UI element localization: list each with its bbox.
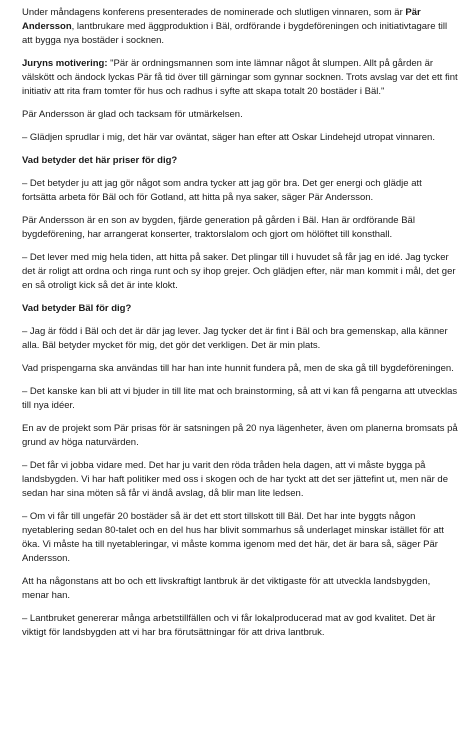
section-heading: Vad betyder det här priser för dig?: [22, 155, 178, 166]
paragraph: – Om vi får till ungefär 20 bostäder så är det ett stort tillskott till Bäl. Det har inte byggts någon nyetablering sedan 80-talet och en del hus har blivit sommarhus så underlaget minskar istället för att öka. Vi måste ha till nyetableringar, vi måste komma igenom med det här, det är bara så, säger Pär Andersson.: [22, 511, 444, 564]
paragraph: Att ha någonstans att bo och ett livskraftigt lantbruk är det viktigaste för att utveckla landsbygden, menar han.: [22, 576, 431, 601]
intro-paragraph: [22, 6, 458, 48]
winner-name: Pär Andersson: [22, 7, 421, 32]
paragraph: En av de projekt som Pär prisas för är satsningen på 20 nya lägenheter, även om planerna bromsats på grund av höga naturvärden.: [22, 423, 458, 448]
paragraph: Pär Andersson är en son av bygden, fjärde generation på gården i Bäl. Han är ordförande Bäl bygdeförening, har arrangerat konserter, traktorslalom och gjort om hölöftet till konsthall.: [22, 215, 415, 240]
paragraph: – Det betyder ju att jag gör något som andra tycker att jag gör bra. Det ger energi och glädje att fortsätta arbeta för Bäl och för Gotland, att hitta på nya saker, säger Pär Andersson.: [22, 178, 422, 203]
motivation-paragraph: [22, 57, 458, 99]
motivation-text: "Pär är ordningsmannen som inte lämnar något åt slumpen. Allt på gården är välskött och ändock lyckas Pär få tid över till gärningar som gynnar socknen. Trots avslag var det ett fint initiativ att rita fram tomter för hus och radhus i syfte att skapa totalt 20 bostäder i Bäl.": [22, 58, 458, 97]
paragraph: Vad prispengarna ska användas till har han inte hunnit fundera på, men de ska gå till bygdeföreningen.: [22, 363, 454, 374]
paragraph: – Glädjen sprudlar i mig, det här var oväntat, säger han efter att Oskar Lindehejd utropat vinnaren.: [22, 132, 435, 143]
document-body: [22, 6, 458, 649]
paragraph: – Jag är född i Bäl och det är där jag lever. Jag tycker det är fint i Bäl och bra gemenskap, alla känner alla. Bäl betyder mycket för mig, det gör det verkligen. Det är min plats.: [22, 326, 448, 351]
section-heading: Vad betyder Bäl för dig?: [22, 303, 132, 314]
intro-lead: Under måndagens konferens presenterades de nominerade och slutligen vinnaren, som är: [22, 7, 406, 18]
paragraph: – Det lever med mig hela tiden, att hitta på saker. Det plingar till i huvudet så får jag en idé. Jag tycker det är roligt att ordna och ringa runt och sy ihop grejer. Och glädjen efter, när man kommit i mål, det ger en så otroligt kick så det är inte klokt.: [22, 252, 456, 291]
intro-rest: , lantbrukare med äggproduktion i Bäl, ordförande i bygdeföreningen och initiativtagare till att bygga nya bostäder i socknen.: [22, 21, 448, 46]
paragraph: – Det kanske kan bli att vi bjuder in till lite mat och brainstorming, så att vi kan få pengarna att utvecklas till nya idéer.: [22, 386, 458, 411]
paragraph[interactable]: – Det får vi jobba vidare med. Det har ju varit den röda tråden hela dagen, att vi måste bygga på landsbygden. Vi har haft politiker med oss i skogen och de har tyckt att det ser jättefint ut, men när de sedan har sina möten så får vi ändå avslag, då blir man lite ledsen.: [22, 460, 448, 499]
paragraph: – Lantbruket genererar många arbetstillfällen och vi får lokalproducerad mat av god kvalitet. Det är viktigt för landsbygden att vi har bra förutsättningar för att driva lantbruk.: [22, 613, 436, 638]
motivation-label: Juryns motivering:: [22, 58, 108, 69]
paragraph: Pär Andersson är glad och tacksam för utmärkelsen.: [22, 109, 243, 120]
